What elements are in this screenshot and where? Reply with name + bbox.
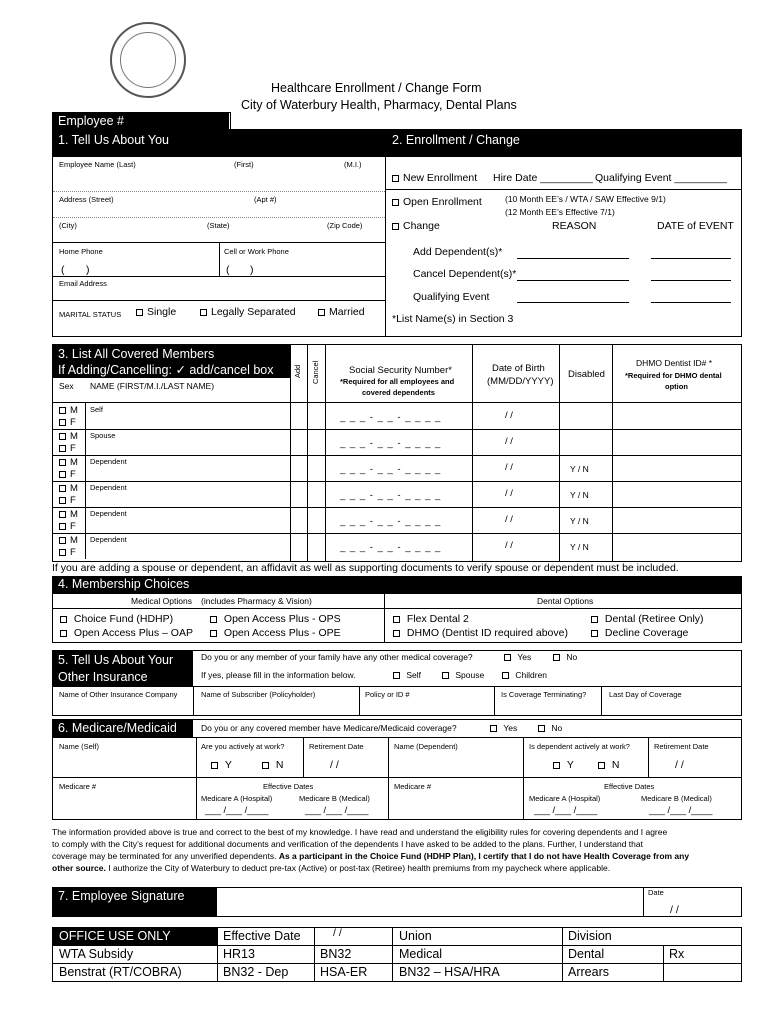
self-active-yes[interactable]: Y (211, 760, 232, 771)
checkbox-icon[interactable] (392, 223, 399, 230)
label-email: Email Address (59, 279, 107, 288)
checkbox-icon[interactable] (59, 549, 66, 556)
section7-title: 7. Employee Signature (58, 889, 185, 903)
checkbox-icon[interactable] (210, 630, 217, 637)
checkbox-icon[interactable] (136, 309, 143, 316)
dob-field[interactable]: / / (505, 488, 513, 499)
section4-title: 4. Membership Choices (58, 577, 190, 591)
open-enrollment-option[interactable]: Open Enrollment (392, 197, 482, 208)
section6-title: 6. Medicare/Medicaid (58, 721, 177, 735)
medicare-yes[interactable]: Yes (490, 724, 517, 733)
checkbox-icon[interactable] (59, 511, 66, 518)
signature-field[interactable] (217, 888, 643, 916)
checkbox-icon[interactable] (60, 630, 67, 637)
ssn-required-note: *Required for all employees and (340, 377, 455, 386)
twelve-month-note: (12 Month EE’s Effective 7/1) (505, 207, 615, 217)
section6-box (52, 719, 742, 820)
dob-field[interactable]: / / (505, 436, 513, 447)
office-hsa-er: HSA-ER (320, 965, 368, 979)
label-last-day: Last Day of Coverage (609, 690, 682, 699)
checkbox-icon[interactable] (392, 199, 399, 206)
employee-number-field[interactable] (228, 112, 231, 130)
checkbox-icon[interactable] (200, 309, 207, 316)
checkbox-icon[interactable] (393, 616, 400, 623)
office-bn32-dep: BN32 - Dep (223, 965, 289, 979)
marital-single-option[interactable]: Single (136, 307, 176, 318)
checkbox-icon[interactable] (318, 309, 325, 316)
checkbox-icon[interactable] (59, 433, 66, 440)
statement-line3: coverage may be terminated for any unverified dependents. As a participant in the Choice Fund (HDHP Plan), I certify that I do not have Health Coverage from any (52, 851, 690, 861)
ssn-field[interactable]: _ _ _ - _ _ - _ _ _ _ (340, 412, 442, 423)
list-names-note: *List Name(s) in Section 3 (392, 313, 514, 325)
office-use-title: OFFICE USE ONLY (59, 929, 171, 943)
checkbox-icon[interactable] (60, 616, 67, 623)
dhmo-option[interactable]: DHMO (Dentist ID required above) (393, 628, 568, 639)
office-arrears: Arrears (568, 965, 609, 979)
col-ssn: Social Security Number* (349, 365, 452, 376)
label-apt: (Apt #) (254, 195, 277, 204)
member-row-label: Dependent (90, 483, 127, 492)
label-terminating: Is Coverage Terminating? (501, 690, 587, 699)
dep-active-yes[interactable]: Y (553, 760, 574, 771)
checkbox-icon[interactable] (59, 523, 66, 530)
disabled-yn[interactable]: Y / N (570, 516, 589, 526)
ssn-field[interactable]: _ _ _ - _ _ - _ _ _ _ (340, 438, 442, 449)
dob-field[interactable]: / / (505, 462, 513, 473)
label-name-last: Employee Name (Last) (59, 160, 136, 169)
checkbox-icon[interactable] (490, 725, 497, 732)
label-medicare-dep: Medicare # (394, 782, 432, 791)
flex-dental-option[interactable]: Flex Dental 2 (393, 614, 469, 625)
checkbox-icon[interactable] (591, 630, 598, 637)
form-title: Healthcare Enrollment / Change Form (271, 81, 482, 95)
dental-retiree-option[interactable]: Dental (Retiree Only) (591, 614, 704, 625)
col-disabled: Disabled (568, 369, 605, 380)
checkbox-icon[interactable] (591, 616, 598, 623)
hire-date-field[interactable]: Hire Date _________ (493, 172, 593, 184)
section5-header-bar: 5. Tell Us About Your Other Insurance (52, 650, 193, 686)
col-add: Add (293, 364, 302, 378)
add-dependent-label: Add Dependent(s)* (413, 246, 503, 258)
sex-f-option[interactable]: F (59, 522, 76, 532)
self-active-no[interactable]: N (262, 760, 284, 771)
reason-header: REASON (552, 220, 597, 232)
label-marital-status: MARITAL STATUS (59, 310, 122, 319)
choice-fund-option[interactable]: Choice Fund (HDHP) (60, 614, 173, 625)
form-subtitle: City of Waterbury Health, Pharmacy, Dental Plans (241, 98, 517, 112)
col-sex: Sex (59, 381, 74, 391)
checkbox-icon[interactable] (504, 654, 511, 661)
office-union: Union (399, 929, 432, 943)
sex-f-option[interactable]: F (59, 470, 76, 480)
coverage-self-option[interactable]: Self (393, 671, 421, 680)
sex-f-option[interactable]: F (59, 444, 76, 454)
statement-line4: other source. I authorize the City of Waterbury to deduct pre-tax (Active) or post-tax (Retiree) health premiums from my paycheck where applicable. (52, 863, 611, 873)
qualifying-event-label: Qualifying Event (413, 291, 490, 303)
office-bn32: BN32 (320, 947, 352, 961)
coverage-children-option[interactable]: Children (502, 671, 547, 680)
checkbox-icon[interactable] (442, 672, 449, 679)
dob-field[interactable]: / / (505, 540, 513, 551)
checkbox-icon[interactable] (553, 654, 560, 661)
sex-m-option[interactable]: M (59, 536, 78, 546)
statement-line2: to comply with the City’s request for additional documents and verification of the dependents I have asked to be added to the plans. Further, I understand that (52, 839, 643, 849)
office-effective-date: Effective Date (223, 929, 301, 943)
col-cancel: Cancel (311, 360, 320, 384)
cancel-dependent-label: Cancel Dependent(s)* (413, 268, 517, 280)
label-retirement-date: Retirement Date (309, 742, 364, 751)
office-benstrat: Benstrat (RT/COBRA) (59, 965, 182, 979)
sex-m-option[interactable]: M (59, 432, 78, 442)
checkbox-icon[interactable] (538, 725, 545, 732)
affidavit-note: If you are adding a spouse or dependent, an affidavit as well as supporting documents to verify spouse or dependent must be included. (52, 562, 679, 574)
disabled-yn[interactable]: Y / N (570, 464, 589, 474)
dep-active-no[interactable]: N (598, 760, 620, 771)
checkbox-icon[interactable] (59, 407, 66, 414)
statement-line1: The information provided above is true and correct to the best of my knowledge. I have read and understand the eligibility rules for covering dependents and I agree (52, 827, 668, 837)
checkbox-icon[interactable] (393, 672, 400, 679)
checkbox-icon[interactable] (392, 175, 399, 182)
ssn-field[interactable]: _ _ _ - _ _ - _ _ _ _ (340, 464, 442, 475)
medicare-no[interactable]: No (538, 724, 562, 733)
label-name-dependent: Name (Dependent) (394, 742, 458, 751)
office-bn32-hsa: BN32 – HSA/HRA (399, 965, 500, 979)
office-division: Division (568, 929, 612, 943)
ssn-field[interactable]: _ _ _ - _ _ - _ _ _ _ (340, 490, 442, 501)
disabled-yn[interactable]: Y / N (570, 490, 589, 500)
sex-f-option[interactable]: F (59, 418, 76, 428)
checkbox-icon[interactable] (59, 445, 66, 452)
marital-separated-option[interactable]: Legally Separated (200, 307, 296, 318)
checkbox-icon[interactable] (598, 762, 605, 769)
label-medicare-a: Medicare A (Hospital) (201, 794, 273, 803)
office-wta-subsidy: WTA Subsidy (59, 947, 134, 961)
section1-2-header-bar (52, 129, 742, 156)
section3-title: 3. List All Covered Members (58, 347, 215, 361)
qualifying-event-field[interactable]: Qualifying Event _________ (595, 172, 727, 184)
label-mi: (M.I.) (344, 160, 362, 169)
ssn-field[interactable]: _ _ _ - _ _ - _ _ _ _ (340, 516, 442, 527)
section4-header-bar (52, 576, 742, 593)
change-option[interactable]: Change (392, 221, 440, 232)
office-dental: Dental (568, 947, 605, 961)
office-hr13: HR13 (223, 947, 255, 961)
sex-m-option[interactable]: M (59, 484, 78, 494)
medicare-question: Do you or any covered member have Medicare/Medicaid coverage? (201, 723, 457, 733)
member-row-label: Dependent (90, 535, 127, 544)
section1-title: 1. Tell Us About You (58, 133, 169, 147)
label-cell-phone: Cell or Work Phone (224, 247, 289, 256)
office-rx: Rx (669, 947, 685, 961)
sex-m-option[interactable]: M (59, 458, 78, 468)
employee-number-label: Employee # (52, 112, 229, 130)
signature-date-field[interactable]: / / (670, 904, 679, 916)
label-retirement-date-dep: Retirement Date (654, 742, 709, 751)
fill-instruction: If yes, please fill in the information below. (201, 670, 356, 680)
dob-field[interactable]: / / (505, 514, 513, 525)
checkbox-icon[interactable] (59, 497, 66, 504)
checkbox-icon[interactable] (211, 762, 218, 769)
other-coverage-no[interactable]: No (553, 653, 577, 662)
ops-option[interactable]: Open Access Plus - OPS (210, 614, 341, 625)
sex-f-option[interactable]: F (59, 496, 76, 506)
disabled-yn[interactable]: Y / N (570, 542, 589, 552)
medical-options-label: Medical Options (131, 596, 192, 606)
oap-option[interactable]: Open Access Plus – OAP (60, 628, 193, 639)
member-row-label: Dependent (90, 457, 127, 466)
checkbox-icon[interactable] (502, 672, 509, 679)
label-state: (State) (207, 221, 230, 230)
section5-title: 5. Tell Us About Your (58, 653, 174, 667)
coverage-spouse-option[interactable]: Spouse (442, 671, 484, 680)
office-medical: Medical (399, 947, 443, 961)
checkbox-icon[interactable] (210, 616, 217, 623)
checkbox-icon[interactable] (59, 459, 66, 466)
label-dependent-active: Is dependent actively at work? (529, 742, 630, 751)
col-dhmo: DHMO Dentist ID# * (636, 358, 713, 368)
label-policy-id: Policy or ID # (365, 690, 410, 699)
label-name-self: Name (Self) (59, 742, 100, 751)
checkbox-icon[interactable] (59, 485, 66, 492)
label-home-phone: Home Phone (59, 247, 103, 256)
other-coverage-yes[interactable]: Yes (504, 653, 531, 662)
checkbox-icon[interactable] (262, 762, 269, 769)
col-dob: Date of Birth (492, 363, 545, 374)
ten-month-note: (10 Month EE’s / WTA / SAW Effective 9/1) (505, 194, 666, 204)
label-first: (First) (234, 160, 254, 169)
checkbox-icon[interactable] (59, 471, 66, 478)
col-name: NAME (FIRST/M.I./LAST NAME) (90, 381, 215, 391)
checkbox-icon[interactable] (59, 537, 66, 544)
sex-m-option[interactable]: M (59, 406, 78, 416)
section2-title: 2. Enrollment / Change (392, 133, 520, 147)
label-actively-working: Are you actively at work? (201, 742, 285, 751)
new-enrollment-option[interactable]: New Enrollment (392, 173, 477, 184)
city-seal-inner (120, 32, 176, 88)
member-row-label: Dependent (90, 509, 127, 518)
section3-subtitle: If Adding/Cancelling: ✓ add/cancel box (58, 363, 274, 377)
dental-options-label: Dental Options (537, 596, 594, 606)
label-city: (City) (59, 221, 77, 230)
label-medicare-self: Medicare # (59, 782, 97, 791)
ssn-field[interactable]: _ _ _ - _ _ - _ _ _ _ (340, 542, 442, 553)
other-coverage-question: Do you or any member of your family have any other medical coverage? (201, 652, 473, 662)
sex-f-option[interactable]: F (59, 548, 76, 558)
label-effective-dates: Effective Dates (263, 782, 314, 791)
member-row-label: Self (90, 405, 103, 414)
checkbox-icon[interactable] (553, 762, 560, 769)
label-subscriber: Name of Subscriber (Policyholder) (201, 690, 316, 699)
label-address: Address (Street) (59, 195, 114, 204)
ope-option[interactable]: Open Access Plus - OPE (210, 628, 341, 639)
checkbox-icon[interactable] (59, 419, 66, 426)
marital-married-option[interactable]: Married (318, 307, 365, 318)
checkbox-icon[interactable] (393, 630, 400, 637)
decline-coverage-option[interactable]: Decline Coverage (591, 628, 688, 639)
member-row-label: Spouse (90, 431, 116, 440)
signature-date-label: Date (648, 888, 664, 897)
sex-m-option[interactable]: M (59, 510, 78, 520)
label-insurance-company: Name of Other Insurance Company (59, 690, 178, 699)
label-medicare-b: Medicare B (Medical) (299, 794, 370, 803)
date-event-header: DATE of EVENT (657, 220, 734, 232)
dob-field[interactable]: / / (505, 410, 513, 421)
label-zip: (Zip Code) (327, 221, 363, 230)
